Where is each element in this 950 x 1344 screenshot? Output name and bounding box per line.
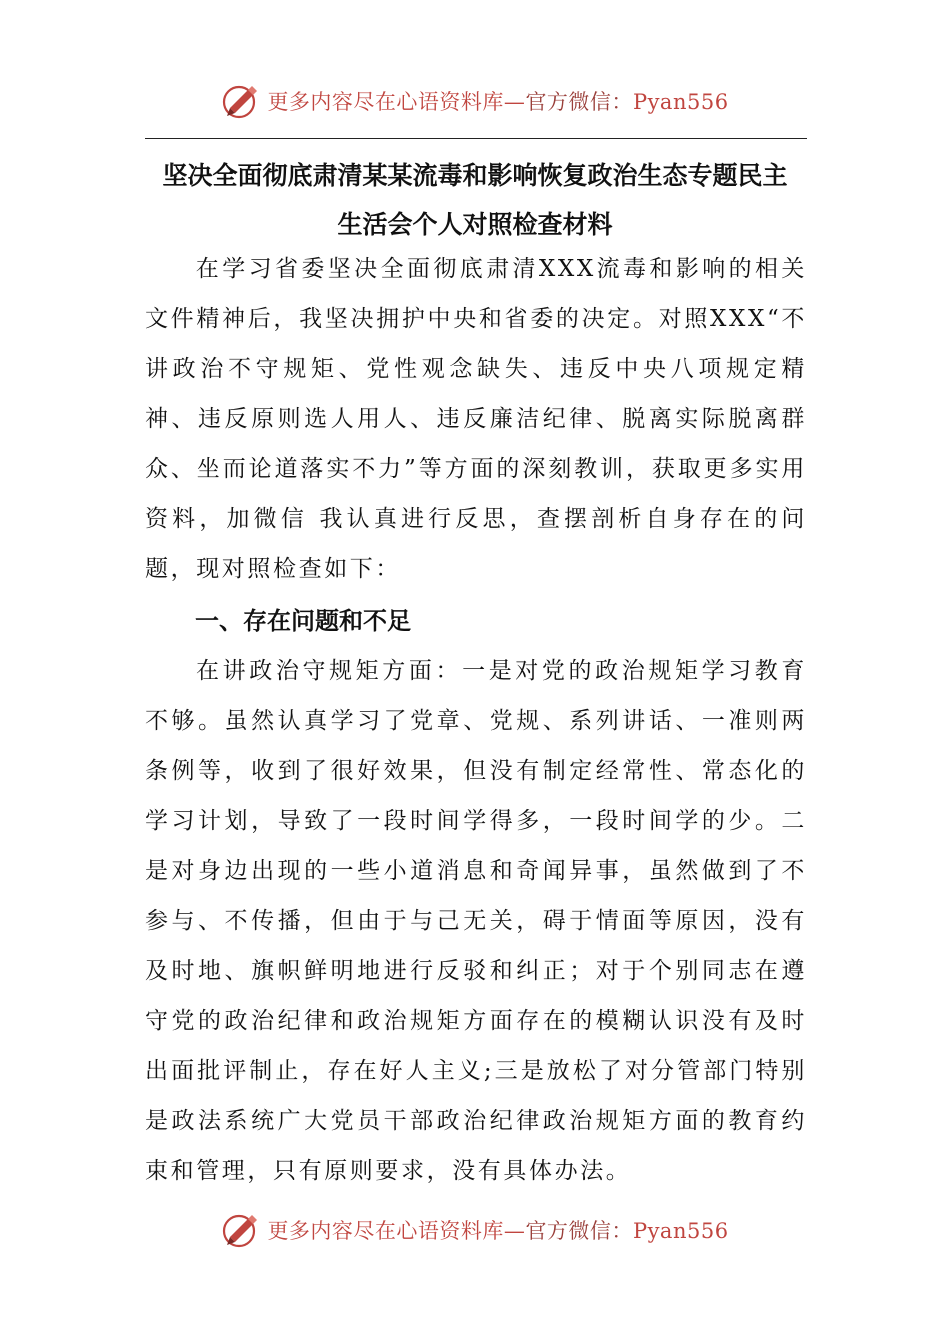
document-title-line-1: 坚决全面彻底肃清某某流毒和影响恢复政治生态专题民主 [162, 161, 788, 190]
footer-watermark-banner [0, 1208, 950, 1252]
section-heading: 一、存在问题和不足 [195, 607, 411, 635]
pen-logo-icon [221, 1210, 261, 1250]
header-rule [145, 138, 807, 139]
banner-text: 更多内容尽在心语资料库—官方微信：Pyan556 [267, 90, 729, 114]
intro-paragraph: 在学习省委坚决全面彻底肃清XXX流毒和影响的相关文件精神后，我坚决拥护中央和省委的决定。对照XXX“不讲政治不守规矩、党性观念缺失、违反中央八项规定精神、违反原则选人用人、违反廉洁纪律、脱离实际脱离群众、坐而论道落实不力”等方面的深刻教训，获取更多实用资料，加微信 我认真进行反思，查摆剖析自身存在的问题，现对照检查如下： [145, 256, 807, 582]
banner-text: 更多内容尽在心语资料库—官方微信：Pyan556 [267, 1219, 729, 1243]
section-body-paragraph: 在讲政治守规矩方面：一是对党的政治规矩学习教育不够。虽然认真学习了党章、党规、系列讲话、一准则两条例等，收到了很好效果，但没有制定经常性、常态化的学习计划，导致了一段时间学得多，一段时间学的少。二是对身边出现的一些小道消息和奇闻异事，虽然做到了不参与、不传播，但由于与己无关，碍于情面等原因，没有及时地、旗帜鲜明地进行反驳和纠正；对于个别同志在遵守党的政治纪律和政治规矩方面存在的模糊认识没有及时出面批评制止，存在好人主义;三是放松了对分管部门特别是政法系统广大党员干部政治纪律政治规矩方面的教育约束和管理，只有原则要求，没有具体办法。 [145, 658, 807, 1184]
document-title-line-2: 生活会个人对照检查材料 [337, 210, 613, 239]
header-watermark-banner [0, 79, 950, 123]
pen-logo-icon [221, 81, 261, 121]
